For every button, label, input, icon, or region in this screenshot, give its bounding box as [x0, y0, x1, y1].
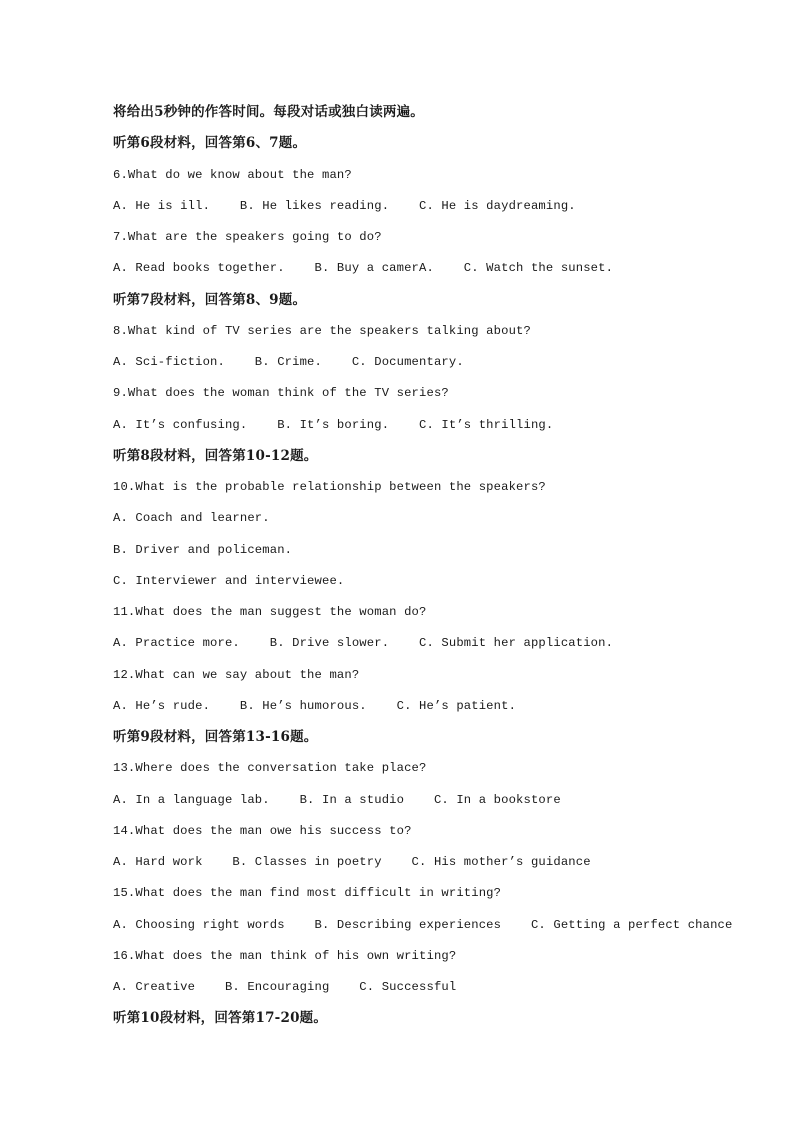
- options-13: A. In a language lab. B. In a studio C. In a bookstore: [113, 792, 561, 807]
- question-8: 8.What kind of TV series are the speakers talking about?: [113, 323, 531, 338]
- question-13: 13.Where does the conversation take place?: [113, 761, 427, 776]
- section-heading-6: 听第6段材料，回答第6、7题。: [113, 135, 307, 152]
- page-content: [113, 100, 753, 1038]
- options-9: A. It’s confusing. B. It’s boring. C. It’s thrilling.: [113, 417, 554, 432]
- options-14: A. Hard work B. Classes in poetry C. His mother’s guidance: [113, 855, 591, 869]
- options-12: A. He’s rude. B. He’s humorous. C. He’s patient.: [113, 698, 517, 713]
- options-15: A. Choosing right words B. Describing experiences C. Getting a perfect chance: [113, 917, 733, 932]
- question-11: 11.What does the man suggest the woman do?: [113, 605, 427, 619]
- options-6: A. He is ill. B. He likes reading. C. He is daydreaming.: [113, 198, 576, 213]
- question-16: 16.What does the man think of his own writing?: [113, 948, 457, 963]
- section-heading-7: 听第7段材料，回答第8、9题。: [113, 291, 307, 308]
- question-7: 7.What are the speakers going to do?: [113, 230, 382, 244]
- question-10: 10.What is the probable relationship between the speakers?: [113, 480, 546, 494]
- instruction-line: 将给出5秒钟的作答时间。每段对话或独白读两遍。: [113, 104, 424, 120]
- question-9: 9.What does the woman think of the TV series?: [113, 386, 449, 401]
- option-10-a: A. Coach and learner.: [113, 511, 270, 526]
- question-15: 15.What does the man find most difficult in writing?: [113, 886, 502, 901]
- options-7: A. Read books together. B. Buy a camerA. C. Watch the sunset.: [113, 261, 614, 276]
- options-8: A. Sci-fiction. B. Crime. C. Documentary.: [113, 355, 464, 369]
- options-11: A. Practice more. B. Drive slower. C. Submit her application.: [113, 636, 614, 651]
- option-10-c: C. Interviewer and interviewee.: [113, 573, 345, 588]
- question-14: 14.What does the man owe his success to?: [113, 823, 412, 838]
- option-10-b: B. Driver and policeman.: [113, 542, 293, 557]
- options-16: A. Creative B. Encouraging C. Successful: [113, 980, 457, 994]
- section-heading-10: 听第10段材料，回答第17-20题。: [113, 1010, 328, 1027]
- question-6: 6.What do we know about the man?: [113, 167, 352, 182]
- section-heading-8: 听第8段材料，回答第10-12题。: [113, 447, 318, 464]
- section-heading-9: 听第9段材料，回答第13-16题。: [113, 729, 318, 745]
- question-12: 12.What can we say about the man?: [113, 667, 360, 682]
